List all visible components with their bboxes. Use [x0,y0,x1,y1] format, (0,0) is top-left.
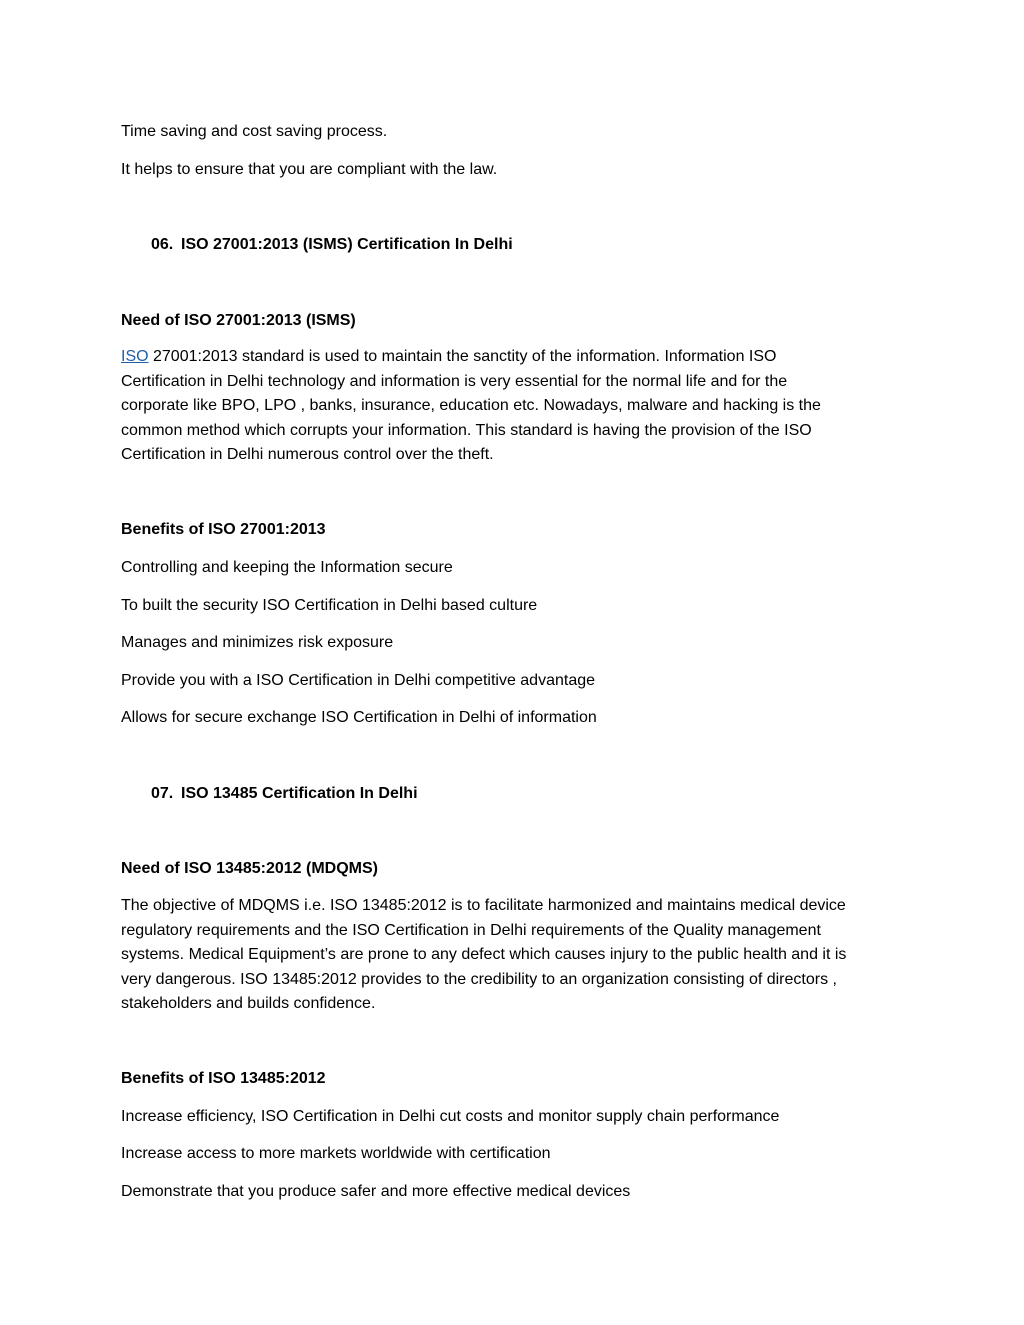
benefit-item: Manages and minimizes risk exposure [121,634,394,651]
benefit-item: Increase access to more markets worldwide with certification [121,1145,551,1162]
paragraph-line: regulatory requirements and the ISO Certification in Delhi requirements of the Quality management [121,921,821,939]
benefit-item: To built the security ISO Certification in Delhi based culture [121,597,538,614]
paragraph-line: Certification in Delhi numerous control over the theft. [121,446,494,463]
paragraph-line: corporate like BPO, LPO , banks, insurance, education etc. Nowadays, malware and hacking is the [121,397,821,414]
intro-item: Time saving and cost saving process. [121,123,388,140]
section-7-title: ISO 13485 Certification In Delhi [181,785,418,802]
section-6-number: 06. [151,236,174,253]
paragraph-line: Certification in Delhi technology and information is very essential for the normal life and for the [121,372,788,390]
section-6-need-heading: Need of ISO 27001:2013 (ISMS) [121,312,356,329]
section-7-need-heading: Need of ISO 13485:2012 (MDQMS) [121,860,378,877]
section-6-title: ISO 27001:2013 (ISMS) Certification In Delhi [181,236,513,253]
paragraph-line-text: 27001:2013 standard is used to maintain the sanctity of the information. Information ISO [148,348,777,365]
benefit-item: Increase efficiency, ISO Certification in Delhi cut costs and monitor supply chain performance [121,1108,780,1125]
benefit-item: Demonstrate that you produce safer and more effective medical devices [121,1183,631,1200]
benefit-item: Controlling and keeping the Information secure [121,559,453,576]
section-7-need-paragraph [121,894,896,1017]
iso-link[interactable]: ISO [121,348,149,365]
intro-item: It helps to ensure that you are compliant with the law. [121,161,498,178]
paragraph-line: The objective of MDQMS i.e. ISO 13485:2012 is to facilitate harmonized and maintains medical device [121,897,846,914]
section-6-need-paragraph [121,345,896,468]
section-7-benefits-heading: Benefits of ISO 13485:2012 [121,1070,326,1087]
paragraph-line: common method which corrupts your information. This standard is having the provision of the ISO [121,421,812,439]
paragraph-line: very dangerous. ISO 13485:2012 provides to the credibility to an organization consisting of directors , [121,970,837,988]
section-7-number: 07. [151,785,174,802]
paragraph-line [121,345,896,370]
benefit-item: Allows for secure exchange ISO Certification in Delhi of information [121,709,597,726]
section-7-heading [151,784,418,804]
section-6-benefits-heading: Benefits of ISO 27001:2013 [121,521,326,538]
paragraph-line: systems. Medical Equipment’s are prone to any defect which causes injury to the public health and it is [121,946,847,963]
paragraph-line: stakeholders and builds confidence. [121,995,376,1012]
section-6-heading [151,235,513,255]
benefit-item: Provide you with a ISO Certification in Delhi competitive advantage [121,672,596,689]
